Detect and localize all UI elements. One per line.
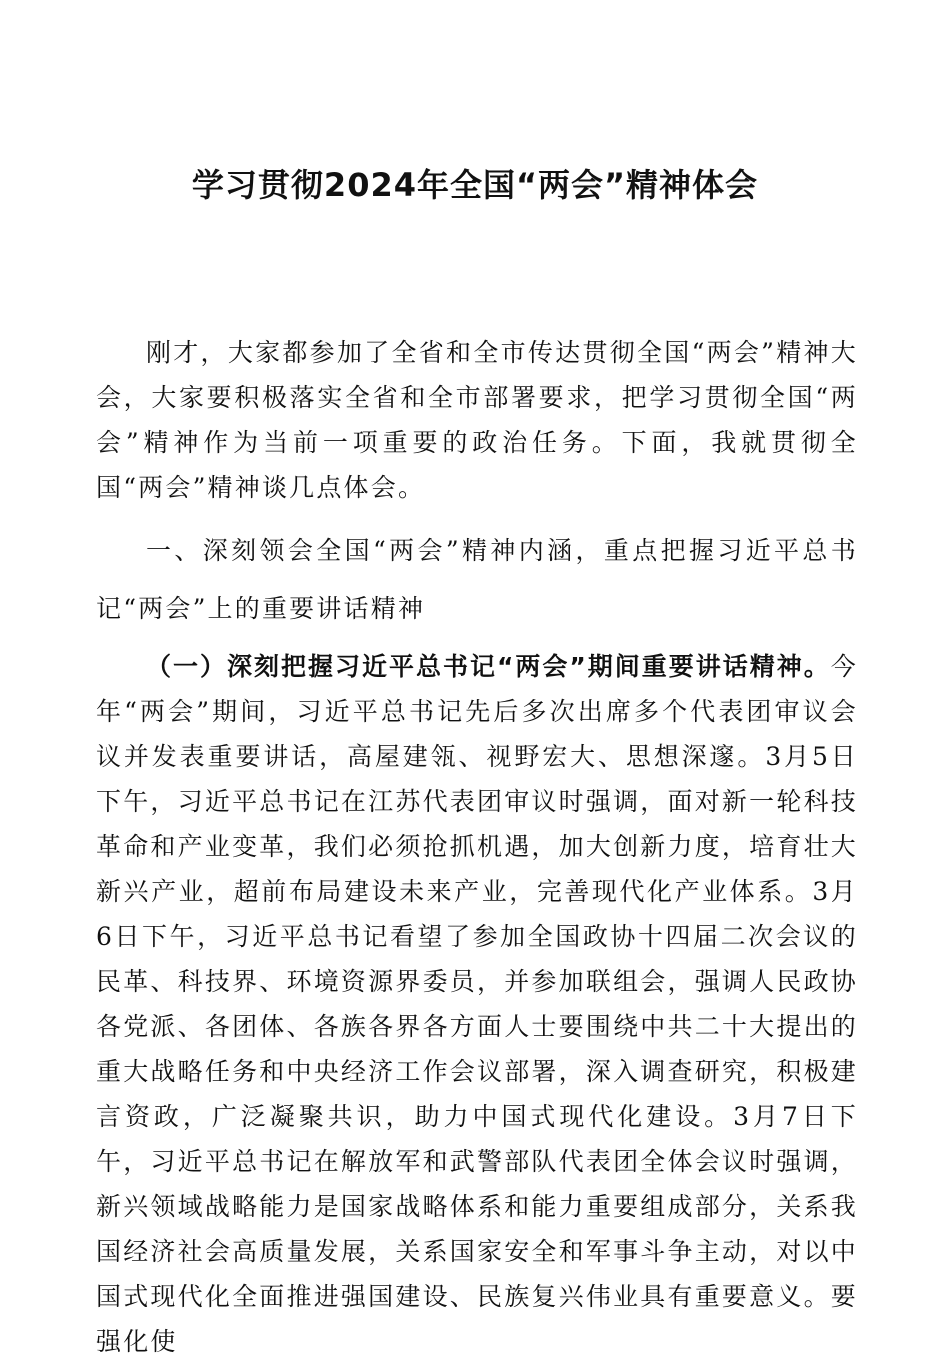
intro-paragraph: 刚才，大家都参加了全省和全市传达贯彻全国“两会”精神大会，大家要积极落实全省和全市部署要求，把学习贯彻全国“两会”精神作为当前一项重要的政治任务。下面，我就贯彻全国“两会”精神谈几点体会。: [96, 338, 858, 502]
subsection-heading: （一）深刻把握习近平总书记“两会”期间重要讲话精神。: [146, 652, 831, 681]
subsection-paragraph: [96, 644, 858, 1364]
section-heading: 一、深刻领会全国“两会”精神内涵，重点把握习近平总书记“两会”上的重要讲话精神: [96, 536, 858, 623]
document-body: [96, 330, 858, 1364]
document-title: 学习贯彻2024年全国“两会”精神体会: [191, 166, 759, 204]
subsection-body: 今年“两会”期间，习近平总书记先后多次出席多个代表团审议会议并发表重要讲话，高屋建瓴、视野宏大、思想深邃。3月5日下午，习近平总书记在江苏代表团审议时强调，面对新一轮科技革命和产业变革，我们必须抢抓机遇，加大创新力度，培育壮大新兴产业，超前布局建设未来产业，完善现代化产业体系。3月6日下午，习近平总书记看望了参加全国政协十四届二次会议的民革、科技界、环境资源界委员，并参加联组会，强调人民政协各党派、各团体、各族各界各方面人士要围绕中共二十大提出的重大战略任务和中央经济工作会议部署，深入调查研究，积极建言资政，广泛凝聚共识，助力中国式现代化建设。3月7日下午，习近平总书记在解放军和武警部队代表团全体会议时强调，新兴领域战略能力是国家战略体系和能力重要组成部分，关系我国经济社会高质量发展，关系国家安全和军事斗争主动，对以中国式现代化全面推进强国建设、民族复兴伟业具有重要意义。要强化使: [96, 652, 858, 1356]
